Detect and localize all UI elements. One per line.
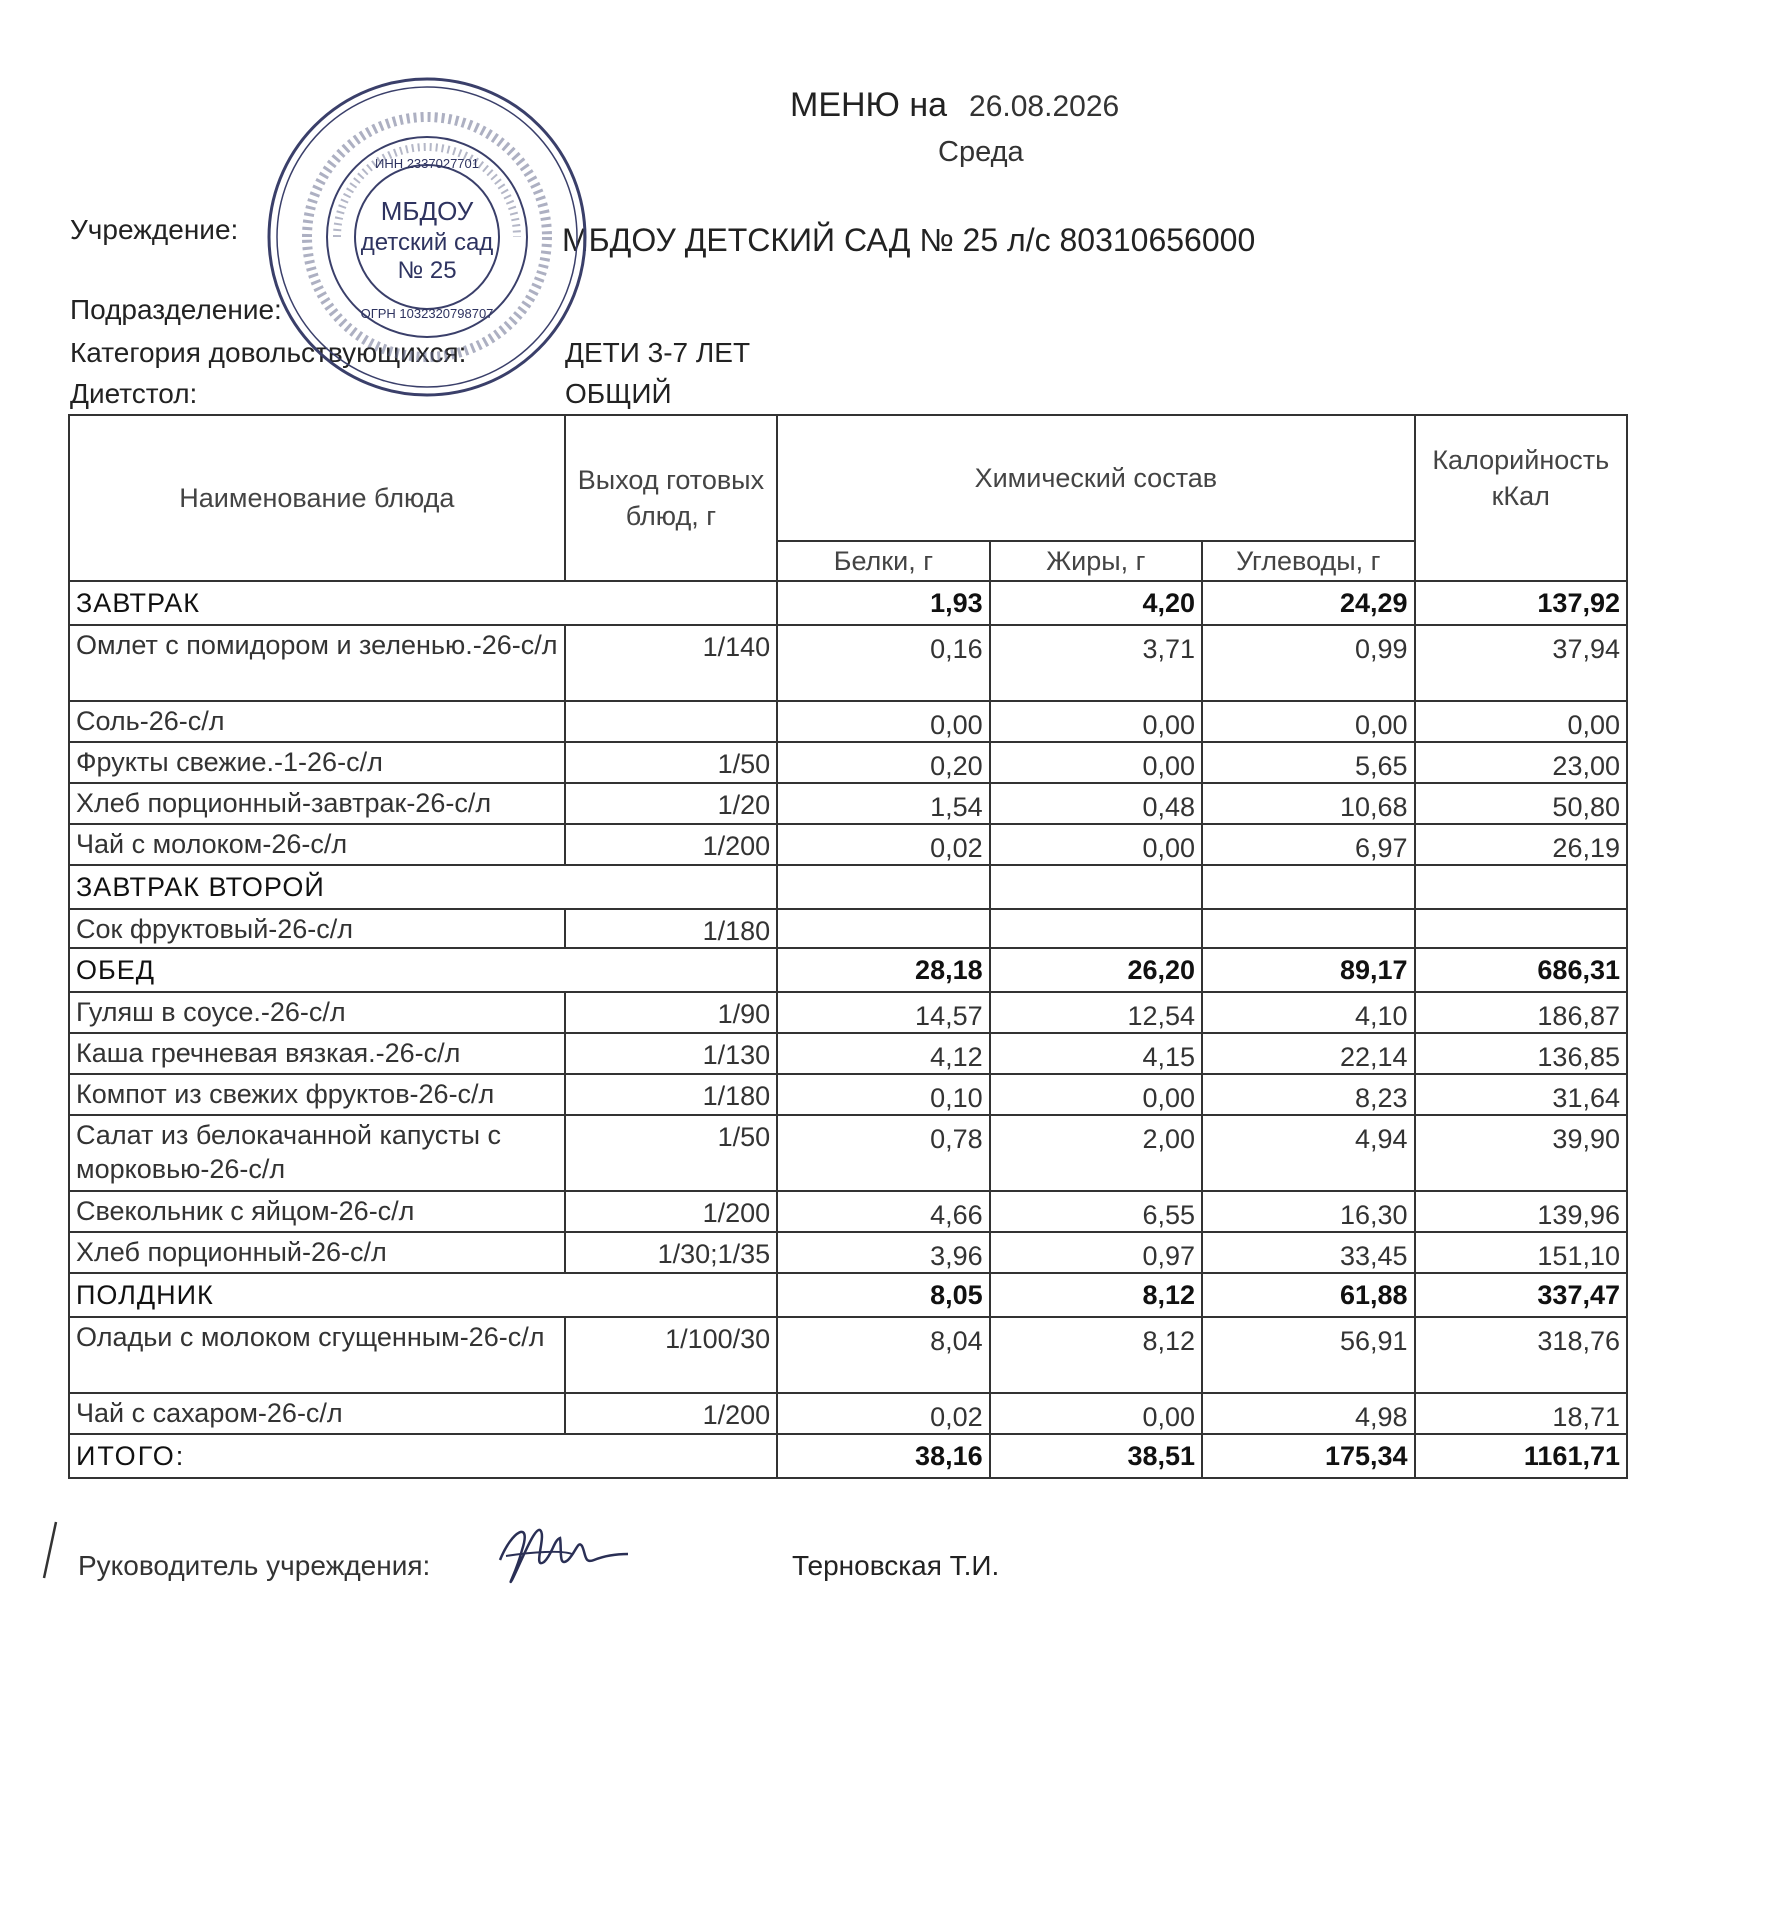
table-row xyxy=(69,1074,1627,1115)
dish-protein: 1,54 xyxy=(777,783,989,824)
dish-protein: 0,02 xyxy=(777,1393,989,1434)
dish-protein: 0,00 xyxy=(777,701,989,742)
dish-carb: 10,68 xyxy=(1202,783,1414,824)
dish-protein: 0,78 xyxy=(777,1115,989,1191)
total-title: ИТОГО: xyxy=(69,1434,777,1478)
diet-value: ОБЩИЙ xyxy=(565,378,672,409)
stamp-line1: МБДОУ xyxy=(380,196,474,226)
diet-label: Диетстол: xyxy=(70,378,198,409)
dish-kcal: 186,87 xyxy=(1415,992,1627,1033)
dish-protein: 4,12 xyxy=(777,1033,989,1074)
dish-fat xyxy=(990,909,1202,948)
dish-fat: 4,15 xyxy=(990,1033,1202,1074)
table-row xyxy=(69,1033,1627,1074)
dish-kcal: 37,94 xyxy=(1415,625,1627,701)
dish-name: Фрукты свежие.-1-26-с/л xyxy=(69,742,565,783)
page-title xyxy=(790,86,1119,125)
section-row xyxy=(69,581,1627,625)
dish-fat: 8,12 xyxy=(990,1317,1202,1393)
dish-name: Хлеб порционный-завтрак-26-с/л xyxy=(69,783,565,824)
dish-fat: 0,00 xyxy=(990,824,1202,865)
section-total-kcal: 686,31 xyxy=(1415,948,1627,992)
menu-table xyxy=(68,414,1628,1479)
dish-fat: 0,00 xyxy=(990,1393,1202,1434)
dish-fat: 3,71 xyxy=(990,625,1202,701)
dish-yield: 1/30;1/35 xyxy=(565,1232,777,1273)
dish-fat: 0,48 xyxy=(990,783,1202,824)
footer-stroke-mark xyxy=(40,1520,60,1580)
col-name-header: Наименование блюда xyxy=(69,415,565,581)
dish-yield: 1/180 xyxy=(565,909,777,948)
weekday: Среда xyxy=(938,136,1024,168)
section-total-carb: 24,29 xyxy=(1202,581,1414,625)
dish-fat: 0,00 xyxy=(990,1074,1202,1115)
section-total-protein: 28,18 xyxy=(777,948,989,992)
table-row xyxy=(69,1393,1627,1434)
footer-name: Терновская Т.И. xyxy=(792,1550,1000,1581)
dish-yield: 1/50 xyxy=(565,1115,777,1191)
dish-protein: 0,02 xyxy=(777,824,989,865)
dish-protein: 3,96 xyxy=(777,1232,989,1273)
dish-protein: 14,57 xyxy=(777,992,989,1033)
grand-total-kcal: 1161,71 xyxy=(1415,1434,1627,1478)
dish-name: Гуляш в соусе.-26-с/л xyxy=(69,992,565,1033)
table-row xyxy=(69,1317,1627,1393)
dish-carb: 0,99 xyxy=(1202,625,1414,701)
subdivision-label: Подразделение: xyxy=(70,294,282,325)
stamp-ogrn: ОГРН 1032320798707 xyxy=(360,306,494,321)
dish-kcal xyxy=(1415,909,1627,948)
table-row xyxy=(69,1115,1627,1191)
dish-protein xyxy=(777,909,989,948)
section-total-fat: 8,12 xyxy=(990,1273,1202,1317)
dish-kcal: 139,96 xyxy=(1415,1191,1627,1232)
dish-kcal: 0,00 xyxy=(1415,701,1627,742)
dish-kcal: 136,85 xyxy=(1415,1033,1627,1074)
table-row xyxy=(69,1232,1627,1273)
section-total-carb: 61,88 xyxy=(1202,1273,1414,1317)
dish-yield: 1/20 xyxy=(565,783,777,824)
dish-carb: 6,97 xyxy=(1202,824,1414,865)
col-chem-header: Химический состав xyxy=(777,415,1414,541)
stamp-line2: детский сад xyxy=(360,229,494,256)
category-value: ДЕТИ 3-7 ЛЕТ xyxy=(565,337,751,368)
dish-carb: 5,65 xyxy=(1202,742,1414,783)
dish-fat: 0,00 xyxy=(990,742,1202,783)
table-row xyxy=(69,824,1627,865)
dish-protein: 0,20 xyxy=(777,742,989,783)
dish-yield: 1/200 xyxy=(565,1393,777,1434)
section-total-fat: 4,20 xyxy=(990,581,1202,625)
dish-protein: 8,04 xyxy=(777,1317,989,1393)
institution-value: МБДОУ ДЕТСКИЙ САД № 25 л/с 80310656000 xyxy=(562,222,1256,258)
section-total-fat: 26,20 xyxy=(990,948,1202,992)
section-title: ОБЕД xyxy=(69,948,777,992)
dish-name: Омлет с помидором и зеленью.-26-с/л xyxy=(69,625,565,701)
col-protein-header: Белки, г xyxy=(777,541,989,581)
section-total-protein: 8,05 xyxy=(777,1273,989,1317)
dish-carb: 4,98 xyxy=(1202,1393,1414,1434)
dish-carb: 22,14 xyxy=(1202,1033,1414,1074)
dish-yield: 1/180 xyxy=(565,1074,777,1115)
menu-date: 26.08.2026 xyxy=(969,90,1120,123)
dish-name: Соль-26-с/л xyxy=(69,701,565,742)
dish-carb: 16,30 xyxy=(1202,1191,1414,1232)
grand-total-protein: 38,16 xyxy=(777,1434,989,1478)
section-total-kcal: 137,92 xyxy=(1415,581,1627,625)
dish-protein: 4,66 xyxy=(777,1191,989,1232)
table-row xyxy=(69,909,1627,948)
grand-total-fat: 38,51 xyxy=(990,1434,1202,1478)
section-title: ЗАВТРАК xyxy=(69,581,777,625)
col-fat-header: Жиры, г xyxy=(990,541,1202,581)
section-row xyxy=(69,948,1627,992)
section-title: ПОЛДНИК xyxy=(69,1273,777,1317)
section-total-kcal: 337,47 xyxy=(1415,1273,1627,1317)
dish-name: Компот из свежих фруктов-26-с/л xyxy=(69,1074,565,1115)
dish-kcal: 26,19 xyxy=(1415,824,1627,865)
title-label: МЕНЮ на xyxy=(790,86,948,124)
dish-fat: 12,54 xyxy=(990,992,1202,1033)
dish-kcal: 318,76 xyxy=(1415,1317,1627,1393)
dish-carb: 33,45 xyxy=(1202,1232,1414,1273)
dish-kcal: 31,64 xyxy=(1415,1074,1627,1115)
col-yield-header: Выход готовых блюд, г xyxy=(565,415,777,581)
dish-yield: 1/100/30 xyxy=(565,1317,777,1393)
dish-name: Чай с сахаром-26-с/л xyxy=(69,1393,565,1434)
dish-name: Каша гречневая вязкая.-26-с/л xyxy=(69,1033,565,1074)
dish-kcal: 23,00 xyxy=(1415,742,1627,783)
dish-fat: 6,55 xyxy=(990,1191,1202,1232)
col-carb-header: Углеводы, г xyxy=(1202,541,1414,581)
dish-name: Оладьи с молоком сгущенным-26-с/л xyxy=(69,1317,565,1393)
section-row xyxy=(69,865,1627,909)
dish-yield xyxy=(565,701,777,742)
dish-yield: 1/50 xyxy=(565,742,777,783)
dish-yield: 1/200 xyxy=(565,824,777,865)
category-label: Категория довольствующихся: xyxy=(70,337,467,368)
table-row xyxy=(69,742,1627,783)
institution-stamp xyxy=(262,72,592,402)
dish-yield: 1/200 xyxy=(565,1191,777,1232)
section-total-fat xyxy=(990,865,1202,909)
col-kcal-header: Калорийность кКал xyxy=(1415,415,1627,581)
section-title: ЗАВТРАК ВТОРОЙ xyxy=(69,865,777,909)
dish-kcal: 39,90 xyxy=(1415,1115,1627,1191)
dish-yield: 1/90 xyxy=(565,992,777,1033)
table-row xyxy=(69,1191,1627,1232)
dish-carb: 56,91 xyxy=(1202,1317,1414,1393)
dish-fat: 0,00 xyxy=(990,701,1202,742)
section-total-kcal xyxy=(1415,865,1627,909)
dish-fat: 2,00 xyxy=(990,1115,1202,1191)
dish-fat: 0,97 xyxy=(990,1232,1202,1273)
dish-kcal: 18,71 xyxy=(1415,1393,1627,1434)
dish-carb: 8,23 xyxy=(1202,1074,1414,1115)
section-row xyxy=(69,1273,1627,1317)
dish-protein: 0,10 xyxy=(777,1074,989,1115)
footer-label: Руководитель учреждения: xyxy=(78,1550,431,1581)
dish-name: Салат из белокачанной капусты с морковью-26-с/л xyxy=(69,1115,565,1191)
institution-label: Учреждение: xyxy=(70,214,239,245)
stamp-inn: ИНН 2337027701 xyxy=(374,156,480,171)
table-row xyxy=(69,783,1627,824)
dish-carb xyxy=(1202,909,1414,948)
total-row xyxy=(69,1434,1627,1478)
dish-carb: 4,94 xyxy=(1202,1115,1414,1191)
dish-yield: 1/140 xyxy=(565,625,777,701)
dish-name: Хлеб порционный-26-с/л xyxy=(69,1232,565,1273)
dish-name: Чай с молоком-26-с/л xyxy=(69,824,565,865)
dish-kcal: 151,10 xyxy=(1415,1232,1627,1273)
signature xyxy=(492,1510,632,1590)
section-total-protein xyxy=(777,865,989,909)
dish-protein: 0,16 xyxy=(777,625,989,701)
dish-yield: 1/130 xyxy=(565,1033,777,1074)
section-total-protein: 1,93 xyxy=(777,581,989,625)
section-total-carb xyxy=(1202,865,1414,909)
grand-total-carb: 175,34 xyxy=(1202,1434,1414,1478)
dish-name: Свекольник с яйцом-26-с/л xyxy=(69,1191,565,1232)
dish-kcal: 50,80 xyxy=(1415,783,1627,824)
stamp-line3: № 25 xyxy=(397,257,457,284)
dish-carb: 4,10 xyxy=(1202,992,1414,1033)
dish-name: Сок фруктовый-26-с/л xyxy=(69,909,565,948)
dish-carb: 0,00 xyxy=(1202,701,1414,742)
section-total-carb: 89,17 xyxy=(1202,948,1414,992)
table-row xyxy=(69,992,1627,1033)
table-row xyxy=(69,701,1627,742)
table-row xyxy=(69,625,1627,701)
